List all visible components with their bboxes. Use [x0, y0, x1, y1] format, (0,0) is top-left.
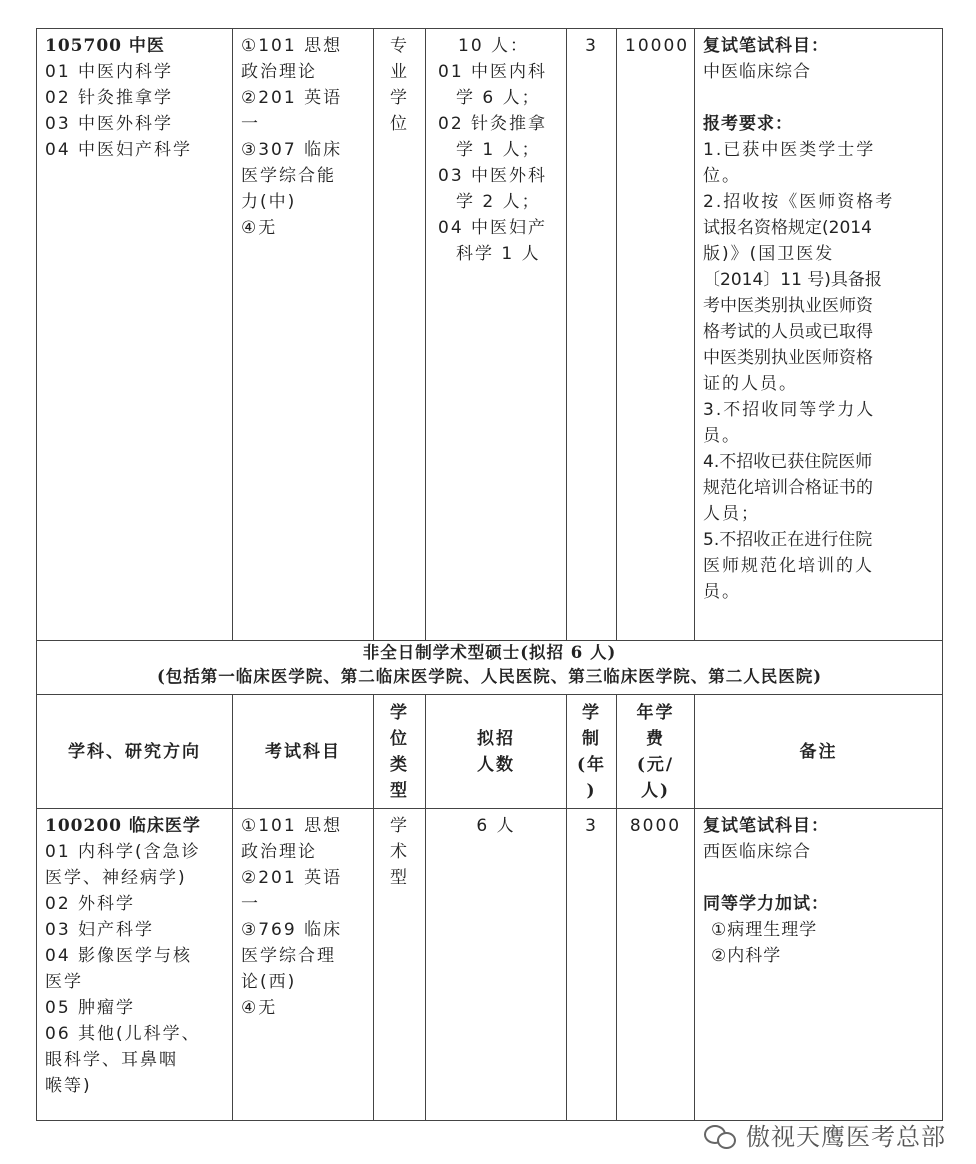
- list-item: 03 妇产科学: [45, 920, 155, 940]
- major-title: 105700 中医: [45, 36, 165, 56]
- notes-subject: 西医临床综合: [703, 842, 811, 862]
- req-line: 员。: [703, 426, 741, 446]
- requirements-title: 报考要求：: [703, 114, 793, 134]
- req-line: 版)》(国卫医发: [703, 244, 835, 264]
- header-line: 学: [390, 702, 409, 723]
- quota-line: 10 人：: [458, 36, 530, 56]
- header-line: 学: [582, 702, 601, 723]
- req-line: 格考试的人员或已取得: [703, 322, 873, 342]
- header-line: 型: [390, 780, 409, 801]
- degree-type-cell: [374, 809, 426, 1121]
- years-cell: 3: [567, 29, 617, 641]
- column-header-degree-type: [374, 695, 426, 809]
- list-item: 01 中医内科学: [45, 62, 174, 82]
- req-line: 1.已获中医类学士学: [703, 140, 876, 160]
- major-cell: [37, 29, 233, 641]
- list-item: 05 肿瘤学: [45, 998, 136, 1018]
- req-line: 医师规范化培训的人: [703, 556, 874, 576]
- degree-char: 业: [390, 62, 409, 82]
- req-line: 4.不招收已获住院医师: [703, 452, 873, 472]
- list-item: 03 中医外科学: [45, 114, 174, 134]
- degree-type-cell: [374, 29, 426, 641]
- header-line: 类: [390, 754, 409, 775]
- quota-line: 科学 1 人: [456, 244, 541, 264]
- list-item: 06 其他(儿科学、: [45, 1024, 201, 1044]
- degree-char: 术: [390, 842, 409, 862]
- extra-exam-title: 同等学力加试：: [703, 894, 829, 914]
- exam-line: ②201 英语: [241, 88, 343, 108]
- degree-char: 专: [390, 36, 409, 56]
- quota-cell: 6 人: [426, 809, 567, 1121]
- exam-line: 力(中): [241, 192, 297, 212]
- header-line: 人数: [477, 754, 515, 775]
- list-item: 眼科学、耳鼻咽: [45, 1050, 178, 1070]
- exam-line: 医学综合能: [241, 166, 336, 186]
- list-item: 04 中医妇产科学: [45, 140, 193, 160]
- req-line: 考中医类别执业医师资: [703, 296, 873, 316]
- exam-line: 论(西): [241, 972, 297, 992]
- header-line: 拟招: [477, 728, 515, 749]
- exam-cell: [233, 29, 374, 641]
- list-item: 02 针灸推拿学: [45, 88, 174, 108]
- quota-line: 01 中医内科: [438, 62, 548, 82]
- req-line: 规范化培训合格证书的: [703, 478, 873, 498]
- exam-line: ④无: [241, 998, 278, 1018]
- table-row: [37, 29, 943, 641]
- directions-list: [45, 59, 224, 163]
- exam-cell: [233, 809, 374, 1121]
- list-item: 01 内科学(含急诊: [45, 842, 201, 862]
- quota-line: 04 中医妇产: [438, 218, 548, 238]
- exam-line: 一: [241, 114, 260, 134]
- exam-line: ③769 临床: [241, 920, 343, 940]
- section-row: [37, 641, 943, 695]
- section-subtitle: (包括第一临床医学院、第二临床医学院、人民医院、第三临床医学院、第二人民医院): [156, 667, 823, 686]
- list-item: 04 影像医学与核: [45, 946, 193, 966]
- exam-line: ②201 英语: [241, 868, 343, 888]
- req-line: 员。: [703, 582, 741, 602]
- extra-exam-line: ②内科学: [711, 946, 782, 966]
- fee-cell: 10000: [617, 29, 695, 641]
- exam-line: 政治理论: [241, 62, 317, 82]
- exam-line: ①101 思想: [241, 36, 343, 56]
- req-line: 证的人员。: [703, 374, 798, 394]
- list-item: 喉等): [45, 1076, 92, 1096]
- table-header-row: [37, 695, 943, 809]
- column-header-fee: [617, 695, 695, 809]
- exam-line: ①101 思想: [241, 816, 343, 836]
- quota-line: 学 6 人；: [456, 88, 541, 108]
- list-item: 02 外科学: [45, 894, 136, 914]
- list-item: 医学、神经病学): [45, 868, 187, 888]
- section-header: [37, 641, 943, 695]
- notes-subject: 中医临床综合: [703, 62, 811, 82]
- req-line: 2.招收按《医师资格考: [703, 192, 895, 212]
- header-line: 费: [646, 728, 665, 749]
- header-line: ): [586, 780, 597, 801]
- quota-line: 03 中医外科: [438, 166, 548, 186]
- degree-char: 位: [390, 114, 409, 134]
- column-header-major: 学科、研究方向: [37, 695, 233, 809]
- table-row: [37, 809, 943, 1121]
- column-header-quota: [426, 695, 567, 809]
- list-item: 医学: [45, 972, 83, 992]
- notes-title: 复试笔试科目：: [703, 36, 829, 56]
- exam-line: ④无: [241, 218, 278, 238]
- header-line: 位: [390, 728, 409, 749]
- req-line: 位。: [703, 166, 741, 186]
- degree-char: 型: [390, 868, 409, 888]
- header-line: (元/: [636, 754, 675, 775]
- quota-line: 学 2 人；: [456, 192, 541, 212]
- header-line: 制: [582, 728, 601, 749]
- header-line: (年: [576, 754, 607, 775]
- header-line: 人): [640, 780, 671, 801]
- wechat-icon: [704, 1123, 738, 1147]
- degree-char: 学: [390, 816, 409, 836]
- exam-line: 政治理论: [241, 842, 317, 862]
- exam-line: ③307 临床: [241, 140, 343, 160]
- watermark-text: 傲视天鹰医考总部: [746, 1123, 946, 1151]
- req-line: 试报名资格规定(2014: [703, 218, 872, 238]
- header-line: 年学: [636, 702, 675, 723]
- column-header-years: [567, 695, 617, 809]
- req-line: 人员；: [703, 504, 760, 524]
- watermark: [704, 1117, 946, 1152]
- column-header-exams: 考试科目: [233, 695, 374, 809]
- major-title: 100200 临床医学: [45, 816, 201, 836]
- requirements-list: [703, 137, 934, 605]
- notes-cell: [695, 29, 943, 641]
- directions-list: [45, 839, 224, 1099]
- quota-line: 学 1 人；: [456, 140, 541, 160]
- admissions-table: [36, 28, 943, 1121]
- degree-char: 学: [390, 88, 409, 108]
- notes-cell: [695, 809, 943, 1121]
- extra-exam-line: ①病理生理学: [711, 920, 818, 940]
- section-title: 非全日制学术型硕士(拟招 6 人): [362, 643, 617, 662]
- quota-line: 02 针灸推拿: [438, 114, 548, 134]
- exam-line: 一: [241, 894, 260, 914]
- req-line: 中医类别执业医师资格: [703, 348, 873, 368]
- req-line: 〔2014〕11 号)具备报: [703, 270, 882, 290]
- major-cell: [37, 809, 233, 1121]
- req-line: 3.不招收同等学力人: [703, 400, 876, 420]
- req-line: 5.不招收正在进行住院: [703, 530, 873, 550]
- years-cell: 3: [567, 809, 617, 1121]
- column-header-notes: 备注: [695, 695, 943, 809]
- fee-cell: 8000: [617, 809, 695, 1121]
- notes-title: 复试笔试科目：: [703, 816, 829, 836]
- exam-line: 医学综合理: [241, 946, 336, 966]
- quota-cell: [426, 29, 567, 641]
